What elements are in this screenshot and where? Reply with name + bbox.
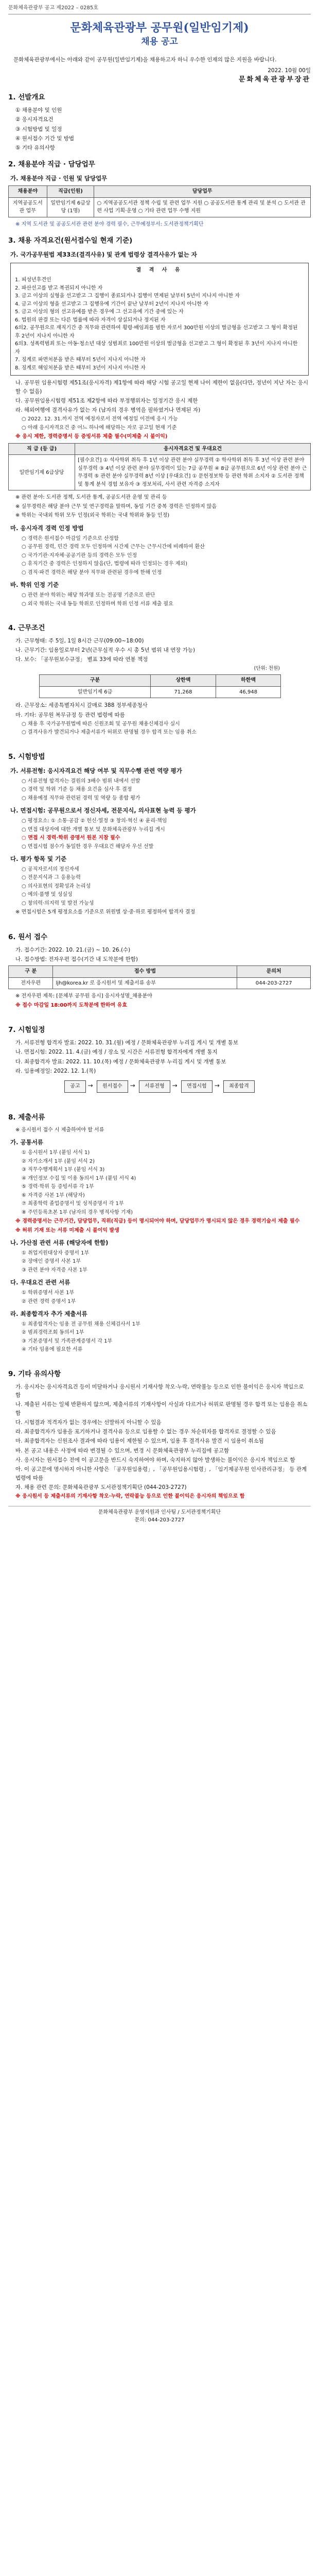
- eligibility-line: ○ 아래 응시자격요건 중 어느 하나에 해당하는 자로 공고일 현재 기준: [22, 425, 177, 431]
- position-cell: 일반임기제 6급상당 (1명): [47, 197, 94, 217]
- position-header: 담당업무: [94, 186, 311, 198]
- exam-item: ○ 면접 대상자에 대한 개별 통보 및 문화체육관광부 누리집 게시: [22, 826, 165, 833]
- document-item: ① 최종합격자는 임용 전 공무원 채용 신체검사서 1부: [22, 1321, 140, 1327]
- schedule-step: 최종합격: [223, 1080, 255, 1093]
- application-note: ※ 전자우편 제목: [문체부 공무원 응시] 응시자성명_채용분야: [15, 993, 152, 999]
- document-item: ② 자기소개서 1부 (붙임 서식 2): [22, 1158, 95, 1164]
- exam-item: ○ 서류전형 합격자는 결원의 3배수 범위 내에서 선발: [22, 778, 140, 784]
- exam-item: ○ 면접 시 경력·학위 증명서 원본 지참 필수: [22, 835, 120, 841]
- qualification-header: 직 급 (등 급): [9, 443, 75, 455]
- section-2-title: 2. 채용분야 직급 · 담당업무: [8, 160, 95, 169]
- eval-note: ※ 면접시험은 5개 평정요소를 기준으로 위원별 상·중·하로 평정하여 합격자 결정: [15, 909, 196, 916]
- section-2-sub: 가. 채용분야 직급 · 인원 및 담당업무: [10, 175, 108, 182]
- overview-item: ③ 시험방법 및 일정: [15, 126, 62, 132]
- caution-item: 자. 채용 관련 문의: 문화체육관광부 도서관정책기획단 (044-203-2727): [15, 1484, 187, 1490]
- career-item: ○ 공무원 경력, 민간 경력 모두 인정하며 시간제 근무는 근무시간에 비례하여 환산: [22, 544, 205, 550]
- document-item: ① 응시원서 1부 (붙임 서식 1): [22, 1150, 90, 1156]
- document-item: ② 장애인 증명서 사본 1부: [22, 1259, 81, 1265]
- salary-cell: 46,948: [216, 686, 281, 698]
- section-6-title: 6. 원서 접수: [8, 933, 48, 941]
- exam-item: ○ 경력 및 학위 기준 등 채용 요건을 심사 후 결정: [22, 787, 132, 793]
- schedule-item: 가. 서류전형 합격자 발표: 2022. 10. 31.(월) 예정 / 문화체육관광부 누리집 게시 및 개별 통보: [15, 1040, 239, 1046]
- caution-item: 가. 응시자는 응시자격요건 등이 미달하거나 응시원서 기재사항 착오·누락, 연락불능 등으로 인한 불이익은 응시자 책임으로 함: [15, 1383, 304, 1399]
- schedule-flow: [8, 1079, 311, 1094]
- section-5-title: 5. 시험방법: [8, 752, 45, 761]
- eval-sub: 다. 평가 항목 및 기준: [10, 855, 67, 863]
- qualification-note: ※ 실무경력은 해당 분야 근무 및 연구경력을 말하며, 동일 기간 중복 경력은 인정하지 않음: [15, 503, 217, 510]
- degree-sub: 바. 학위 인정 기준: [10, 581, 59, 589]
- documents-sub: 나. 가산점 관련 서류 (해당자에 한함): [10, 1239, 109, 1247]
- salary-header: 구분: [40, 675, 151, 687]
- section-8-title: 8. 제출서류: [8, 1113, 45, 1122]
- career-item: ○ 경력은 원서접수 마감일 기준으로 산정함: [22, 535, 119, 541]
- application-item: 가. 접수기간: 2022. 10. 21.(금) ~ 10. 26.(수): [15, 946, 131, 953]
- schedule-item: 다. 최종합격자 발표: 2022. 11. 10.(목) 예정 / 문화체육관광부 누리집 게시 및 개별 통보: [15, 1058, 226, 1065]
- schedule-step: 원서접수: [97, 1080, 128, 1093]
- caution-item: 아. 이 공고문에 명시하지 아니한 사항은 「공무원임용령」, 「공무원임용시험령」, 「임기제공무원 인사관리규정」 등 관계 법령에 따름: [15, 1466, 307, 1481]
- exam-item: ○ 면접시험 점수가 동일한 경우 우대요건 해당자 우선 선발: [22, 843, 154, 850]
- overview-item: ② 응시자격요건: [15, 116, 54, 123]
- document-item: ⑦ 최종학력 졸업증명서 및 성적증명서 각 1부: [22, 1201, 124, 1207]
- application-item: 나. 접수방법: 전자우편 접수(기간 내 도착분에 한함): [15, 956, 138, 963]
- document-item: ③ 직무수행계획서 1부 (붙임 서식 3): [22, 1167, 105, 1173]
- arrow-right-icon: →: [87, 1082, 93, 1090]
- document-item: ① 취업지원대상자 증명서 1부: [22, 1250, 90, 1256]
- box-item: 3. 금고 이상의 실형을 선고받고 그 집행이 종료되거나 집행이 면제된 날부터 5년이 지나지 아니한 자: [15, 293, 240, 299]
- exam-item: 가. 서류전형: 응시자격요건 해당 여부 및 직무수행 관련 역량 평가: [10, 767, 182, 774]
- caution-item: 바. 본 공고 내용은 사정에 따라 변경될 수 있으며, 변경 시 문화체육관광부 누리집에 공고함: [15, 1447, 229, 1454]
- documents-intro: ※ 응시원서 접수 시 제출하여야 할 서류: [15, 1127, 104, 1133]
- box-item: 7. 징계로 파면처분을 받은 때부터 5년이 지나지 아니한 자: [15, 357, 146, 363]
- position-cell: ○ 지역공공도서관 정책 수립 및 관련 업무 지원 ○ 공공도서관 통계 관리 및 분석 ○ 도서관 관련 사업 기획·운영 ○ 기타 관련 업무 수행 지원: [94, 197, 311, 217]
- salary-header: 하한액: [216, 675, 281, 687]
- arrow-right-icon: →: [214, 1082, 220, 1090]
- eligibility-line: 다. 공무원임용시험령 제51조 제2항에 따라 부정행위자는 일정기간 응시 제한: [15, 397, 198, 404]
- table-row: [9, 197, 311, 217]
- section-1-title: 1. 선발개요: [8, 93, 45, 102]
- application-note: ※ 접수 마감일 18:00까지 도착분에 한하여 유효: [15, 1002, 128, 1008]
- application-cell: 전자우편: [9, 977, 53, 989]
- position-note: ※ 지역 도서관 및 공공도서관 관련 분야 경력 필수, 근무예정부서: 도서관정책기획단: [15, 221, 204, 227]
- documents-sub: 라. 최종합격자 추가 제출서류: [10, 1310, 87, 1318]
- table-row: [9, 977, 311, 989]
- table-row: [9, 455, 311, 490]
- condition-item: 나. 근무기간: 임용일로부터 2년(근무실적 우수 시 총 5년 범위 내 연장 가능): [15, 647, 196, 654]
- eval-item: ○ 전문지식과 그 응용능력: [22, 875, 81, 881]
- eval-item: ○ 공직자로서의 정신자세: [22, 866, 79, 872]
- position-table: [8, 185, 311, 217]
- overview-item: ④ 원서접수 기간 및 방법: [15, 135, 75, 142]
- table-row: [40, 686, 281, 698]
- section-4-title: 4. 근무조건: [8, 624, 45, 633]
- condition-item: 다. 보수: 「공무원보수규정」 별표 33에 따라 연봉 책정: [15, 656, 148, 663]
- eligibility-line: ○ 2022. 12. 31.까지 전역 예정자로서 전역 예정일 이전에 응시 가능: [22, 416, 178, 422]
- document-item: ③ 관련 분야 자격증 사본 1부: [22, 1267, 87, 1273]
- box-item: 6의2. 공무원으로 재직기간 중 직무와 관련하여 횡령·배임죄를 범한 자로서 300만원 이상의 벌금형을 선고받고 그 형이 확정된 후 2년이 지나지 아니한 자: [15, 325, 298, 339]
- overview-item: ⑤ 기타 유의사항: [15, 145, 55, 151]
- career-item: ○ 겸직·파견 경력은 해당 분야 직무와 관련된 경우에 한해 인정: [22, 569, 162, 575]
- qualification-table: [8, 443, 311, 491]
- caution-warning: ※ 응시원서 등 제출서류의 기재사항 착오·누락, 연락불능 등으로 인한 불이익은 응시자의 책임으로 함: [15, 1494, 245, 1500]
- schedule-step: 서류전형: [139, 1080, 170, 1093]
- qualification-cell: [필수요건] ① 석사학위 취득 후 1년 이상 관련 분야 실무경력 ② 학사학위 취득 후 3년 이상 관련 분야 실무경력 ③ 4년 이상 관련 분야 실무경력이 있는 7급 공무원 ④ 8급 공무원으로 6년 이상 관련 분야 근무경력 ⑤ 관련 분야 실무경력 8년 이상 [우대요건] ① 문헌정보학 등 관련 학위 소지자 ② 도서관 정책 및 통계 분석 경험 보유자 ③ 정보처리, 사서 관련 자격증 소지자: [75, 455, 311, 490]
- condition-item: 라. 근무장소: 세종특별자치시 갈매로 388 정부세종청사: [15, 702, 148, 709]
- document-item: ⑤ 경력·학위 등 증빙서류 각 1부: [22, 1184, 94, 1190]
- document-item: ③ 기본증명서 및 가족관계증명서 각 1부: [22, 1338, 113, 1344]
- schedule-step: 면접시험: [181, 1080, 212, 1093]
- documents-sub: 다. 우대요건 관련 서류: [10, 1279, 70, 1286]
- salary-cell: 71,268: [151, 686, 216, 698]
- document-item: ④ 개인정보 수집 및 이용 동의서 1부 (붙임 서식 4): [22, 1175, 136, 1181]
- box-title: 결 격 사 유: [136, 267, 183, 273]
- application-header: 접수 방법: [53, 966, 237, 978]
- issuer-org: 문화체육관광부장관: [238, 75, 311, 83]
- career-item: ○ 휴직기간 중 경력은 인정하지 않음(단, 법령에 따라 인정되는 경우 제외): [22, 561, 187, 567]
- overview-item: ① 채용분야 및 인원: [15, 107, 62, 114]
- condition-item: ○ 채용 후 국가공무원법에 따른 신원조회 및 공무원 채용신체검사 실시: [22, 721, 180, 727]
- qualification-note: ※ 관련 분야: 도서관 정책, 도서관 통계, 공공도서관 운영 및 관리 등: [15, 495, 167, 501]
- document-item: ② 범죄경력조회 동의서 1부: [22, 1330, 84, 1336]
- box-item: 4. 금고 이상의 형을 선고받고 그 집행유예 기간이 끝난 날부터 2년이 지나지 아니한 자: [15, 301, 209, 307]
- degree-item: ○ 관련 분야 학위는 해당 학과명 또는 전공명 기준으로 판단: [22, 592, 155, 599]
- intro-text: 문화체육관광부에서는 아래와 같이 공무원(일반임기제)을 채용하고자 하니 우수한 인재의 많은 지원을 바랍니다.: [13, 57, 277, 63]
- eval-item: ○ 예의·품행 및 성실성: [22, 892, 73, 898]
- page-subtitle: 채용 공고: [141, 37, 178, 47]
- documents-warning: ※ 허위 기재 또는 서류 미제출 시 불이익 발생: [15, 1227, 119, 1233]
- schedule-step: 공고: [64, 1080, 85, 1093]
- salary-header: 상한액: [151, 675, 216, 687]
- degree-item: ○ 외국 학위는 국내 동등 학위로 인정하며 학위 인정 서류 제출 필요: [22, 601, 173, 607]
- page-title: 문화체육관광부 공무원(일반임기제): [70, 21, 249, 35]
- arrow-right-icon: →: [130, 1082, 135, 1090]
- eligibility-line: 나. 공무원 임용시험령 제51조(응시자격) 제1항에 따라 해당 시험 공고일 현재 나이 제한이 없음(다만, 정년이 지난 자는 응시할 수 없음): [15, 380, 309, 395]
- eligibility-line: 라. 해외여행에 결격사유가 없는 자 (남자의 경우 병역을 필하였거나 면제된 자): [15, 407, 201, 414]
- box-item: 1. 피성년후견인: [15, 277, 51, 283]
- condition-item: 가. 근무형태: 주 5일, 1일 8시간 근무(09:00~18:00): [15, 637, 144, 644]
- box-item: 6. 법원의 판결 또는 다른 법률에 따라 자격이 상실되거나 정지된 자: [15, 317, 166, 323]
- condition-item: ○ 결격사유가 발견되거나 제출서류가 허위로 판명될 경우 합격 또는 임용 취소: [22, 730, 197, 736]
- documents-sub: 가. 공통서류: [10, 1139, 43, 1146]
- arrow-right-icon: →: [172, 1082, 178, 1090]
- eval-item: ○ 의사표현의 정확성과 논리성: [22, 883, 91, 889]
- exam-item: 나. 면접시험: 공무원으로서 정신자세, 전문지식, 의사표현 능력 등 평가: [10, 807, 196, 815]
- box-item: 5. 금고 이상의 형의 선고유예를 받은 경우에 그 선고유예 기간 중에 있는 자: [15, 309, 184, 315]
- qualification-note: ※ 학위는 국내외 학위 모두 인정(외국 학위는 국내 학위와 동등 인정): [15, 513, 170, 519]
- footer: [8, 1506, 311, 1524]
- salary-unit: (단위: 천원): [254, 665, 280, 671]
- section-3-title: 3. 채용 자격요건(원서접수일 현재 기준): [8, 236, 133, 245]
- caution-item: 다. 시험결과 적격자가 없는 경우에는 선발하지 아니할 수 있음: [15, 1419, 162, 1426]
- caution-item: 사. 응시자는 원서접수 전에 이 공고문을 반드시 숙지하여야 하며, 숙지하지 않아 발생하는 불이익은 응시자 책임으로 함: [15, 1457, 295, 1463]
- box-item: 6의3. 성폭력범죄 또는 아동·청소년 대상 성범죄로 100만원 이상의 벌금형을 선고받고 그 형이 확정된 후 3년이 지나지 아니한 자: [15, 341, 298, 355]
- qualification-header: 응시자격요건 및 우대요건: [75, 443, 311, 455]
- salary-cell: 일반임기제 6급: [40, 686, 151, 698]
- schedule-item: 라. 임용예정일: 2022. 12. 1.(목): [15, 1068, 96, 1075]
- announcement-number: 문화체육관광부 공고 제2022 – 0285호: [8, 4, 311, 14]
- career-sub: 마. 응시자격 경력 인정 방법: [10, 524, 84, 532]
- section-7-title: 7. 시험일정: [8, 1026, 45, 1035]
- disqualification-box: [10, 263, 309, 376]
- document-item: ⑥ 자격증 사본 1부 (해당자): [22, 1192, 85, 1198]
- position-header: 채용분야: [9, 186, 47, 198]
- footer-text: 문화체육관광부 운영지원과 인사팀 / 도서관정책기획단: [98, 1509, 221, 1515]
- document-item: ① 학위증명서 사본 1부: [22, 1290, 75, 1296]
- position-header: 직급(인원): [47, 186, 94, 198]
- box-item: 2. 파산선고를 받고 복권되지 아니한 자: [15, 285, 103, 291]
- document-item: ② 관련 경력 증명서 1부: [22, 1298, 76, 1304]
- qualification-cell: 일반임기제 6급상당: [9, 455, 75, 490]
- caution-item: 나. 제출된 서류는 일체 반환하지 않으며, 제출서류의 기재사항이 사실과 다르거나 허위로 판명될 경우 합격 또는 임용을 취소함: [15, 1401, 308, 1416]
- section-9-title: 9. 기타 유의사항: [8, 1369, 61, 1378]
- announcement-date: 2022. 10월 00일: [268, 67, 311, 74]
- eligibility-warning: ※ 응시 제한, 경력증명서 등 증빙서류 제출 필수(미제출 시 불이익): [15, 434, 168, 440]
- caution-item: 라. 최종합격자가 임용을 포기하거나 결격사유 등으로 임용할 수 없는 경우 차순위자를 합격자로 결정할 수 있음: [15, 1429, 276, 1435]
- section-3-sub: 가. 국가공무원법 제33조(결격사유) 및 관계 법령상 결격사유가 없는 자: [10, 251, 197, 259]
- schedule-item: 나. 면접시험: 2022. 11. 4.(금) 예정 / 장소 및 시간은 서류전형 합격자에게 개별 통지: [15, 1049, 218, 1056]
- document-item: ⑧ 주민등록초본 1부 (남자의 경우 병적사항 기재): [22, 1209, 133, 1215]
- condition-item: 마. 기타: 공무원 복무규정 등 관련 법령에 따름: [15, 711, 125, 718]
- exam-item: ○ 채용예정 직무와 관련된 경력 및 역량 등 종합 평가: [22, 795, 140, 801]
- application-header: 문의처: [237, 966, 311, 978]
- application-email[interactable]: ljh@korea.kr 로 응시원서 및 제출서류 송부: [53, 977, 237, 989]
- exam-item: ○ 평정요소: ① 소통·공감 ② 헌신·열정 ③ 창의·혁신 ④ 윤리·책임: [22, 818, 167, 824]
- application-header: 구 분: [9, 966, 53, 978]
- document-item: ④ 기타 임용에 필요한 서류: [22, 1347, 83, 1353]
- application-table: [8, 965, 311, 989]
- application-cell: 044-203-2727: [237, 977, 311, 989]
- position-cell: 지역공공도서관 업무: [9, 197, 47, 217]
- salary-table: [39, 674, 281, 698]
- caution-item: 마. 최종합격자는 신원조사 결과에 따라 임용이 제한될 수 있으며, 임용 후 결격사유 발견 시 임용이 취소됨: [15, 1438, 264, 1445]
- eval-item: ○ 창의력·의지력 및 발전 가능성: [22, 900, 94, 906]
- career-item: ○ 국가기관·지자체·공공기관 등의 경력은 모두 인정: [22, 552, 137, 558]
- documents-warning: ※ 경력증명서는 근무기간, 담당업무, 직위(직급) 등이 명시되어야 하며, 담당업무가 명시되지 않은 경우 경력기술서 제출 필수: [15, 1218, 300, 1225]
- footer-tel: 문의: 044-203-2727: [134, 1517, 185, 1523]
- box-item: 8. 징계로 해임처분을 받은 때부터 3년이 지나지 아니한 자: [15, 365, 146, 371]
